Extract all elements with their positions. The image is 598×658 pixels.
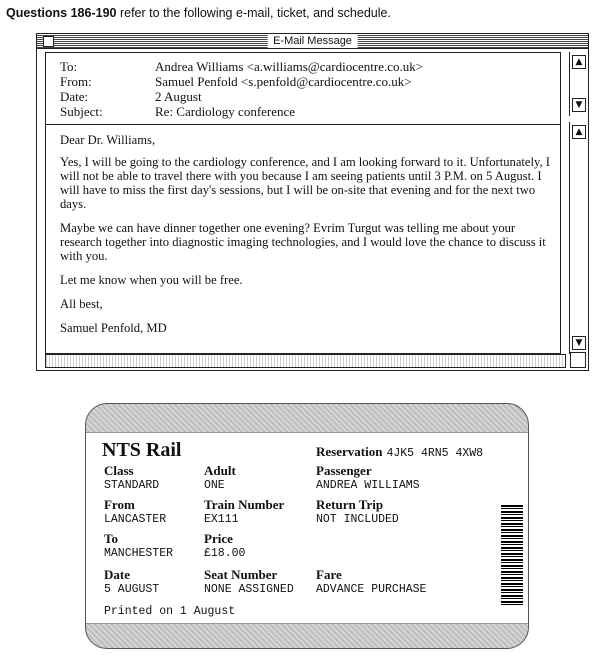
passenger-label: Passenger xyxy=(316,463,372,478)
barcode-icon xyxy=(501,505,523,605)
from-label: From xyxy=(104,497,135,512)
close-box-icon[interactable] xyxy=(43,36,54,47)
instructions xyxy=(6,6,391,20)
passenger-value: ANDREA WILLIAMS xyxy=(316,479,420,492)
subject-value: Re: Cardiology conference xyxy=(155,104,296,119)
date-label: Date xyxy=(104,567,130,582)
from-label: From: xyxy=(60,74,92,89)
rail-brand: NTS Rail xyxy=(102,439,182,461)
paragraph-1: Yes, I will be going to the cardiology conference, and I am looking forward to it. Unfortunately, I will not be able to travel there with you because I am seeing patients until 3 P.M. on 5 August. I will have to miss the first day's sessions, but I will be on-site that evening and for the next two days. xyxy=(60,155,550,211)
body-scrollbar[interactable] xyxy=(569,122,588,354)
scroll-down-icon[interactable]: ▼ xyxy=(572,336,586,350)
fare-label: Fare xyxy=(316,567,342,582)
price-value: £18.00 xyxy=(204,547,246,560)
window-title: E-Mail Message xyxy=(267,34,358,48)
seat-number-label: Seat Number xyxy=(204,567,278,582)
window-titlebar[interactable] xyxy=(37,34,588,49)
signature: Samuel Penfold, MD xyxy=(60,321,167,335)
return-trip-value: NOT INCLUDED xyxy=(316,513,399,526)
class-value: STANDARD xyxy=(104,479,160,492)
resize-box-icon[interactable] xyxy=(570,352,586,368)
fare-value: ADVANCE PURCHASE xyxy=(316,583,427,596)
subject-label: Subject: xyxy=(60,104,103,119)
question-range: Questions 186-190 xyxy=(6,6,117,20)
scroll-up-icon[interactable]: ▲ xyxy=(572,55,586,69)
adult-label: Adult xyxy=(204,463,236,478)
train-number-value: EX111 xyxy=(204,513,239,526)
horizontal-scrollbar[interactable] xyxy=(45,354,566,368)
scroll-down-icon[interactable]: ▼ xyxy=(572,98,586,112)
adult-value: ONE xyxy=(204,479,225,492)
closing: All best, xyxy=(60,297,103,311)
seat-number-value: NONE ASSIGNED xyxy=(204,583,294,596)
return-trip-label: Return Trip xyxy=(316,497,384,512)
email-body xyxy=(45,124,561,354)
date-value: 2 August xyxy=(155,89,202,104)
date-label: Date: xyxy=(60,89,89,104)
ticket-face xyxy=(86,432,528,624)
email-window xyxy=(36,33,589,371)
instructions-text: refer to the following e-mail, ticket, and schedule. xyxy=(119,6,391,20)
header-scrollbar[interactable] xyxy=(569,52,588,116)
from-value: LANCASTER xyxy=(104,513,167,526)
paragraph-3: Let me know when you will be free. xyxy=(60,273,243,287)
to-value: MANCHESTER xyxy=(104,547,174,560)
to-label: To: xyxy=(60,59,78,74)
scroll-up-icon[interactable]: ▲ xyxy=(572,125,586,139)
reservation-value: 4JK5 4RN5 4XW8 xyxy=(386,447,484,460)
reservation-label: Reservation xyxy=(316,444,383,459)
greeting: Dear Dr. Williams, xyxy=(60,133,156,147)
printed-date: Printed on 1 August xyxy=(104,605,236,618)
email-header xyxy=(45,52,561,125)
price-label: Price xyxy=(204,531,233,546)
paragraph-2: Maybe we can have dinner together one evening? Evrim Turgut was telling me about your research together into diagnostic imaging technologies, and I would love the chance to discuss it with you. xyxy=(60,221,546,263)
train-number-label: Train Number xyxy=(204,497,285,512)
from-value: Samuel Penfold <s.penfold@cardiocentre.co.uk> xyxy=(155,74,412,89)
rail-ticket xyxy=(85,403,529,649)
date-value: 5 AUGUST xyxy=(104,583,160,596)
class-label: Class xyxy=(104,463,134,478)
to-label: To xyxy=(104,531,118,546)
to-value: Andrea Williams <a.williams@cardiocentre.co.uk> xyxy=(155,59,424,74)
